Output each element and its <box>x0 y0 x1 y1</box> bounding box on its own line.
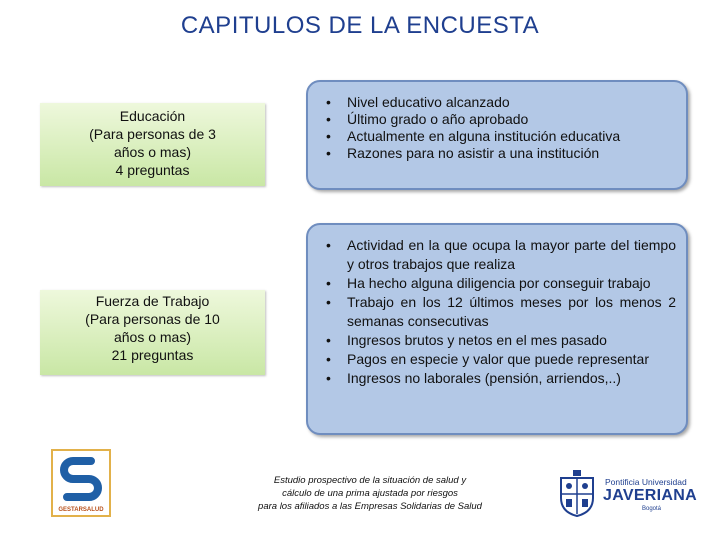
education-audience-cont: años o mas) <box>113 144 192 160</box>
education-topics-list <box>320 94 676 162</box>
page-title: CAPITULOS DE LA ENCUESTA <box>180 12 540 39</box>
education-question-count: 4 preguntas <box>115 162 190 178</box>
javeriana-crest-icon <box>555 468 599 518</box>
list-item: • Ingresos brutos y netos en el mes pasado <box>326 332 607 348</box>
work-audience: (Para personas de 10 <box>85 311 220 327</box>
work-question-count: 21 preguntas <box>111 347 194 363</box>
list-item: • Razones para no asistir a una institución <box>326 145 600 161</box>
work-heading: Fuerza de Trabajo <box>95 293 210 309</box>
education-topics-box <box>306 80 688 190</box>
list-item: • Ingresos no laborales (pensión, arriendos,..) <box>326 370 621 386</box>
university-city: Bogotá <box>642 506 662 512</box>
work-topics-list <box>320 236 676 388</box>
list-item: • Último grado o año aprobado <box>326 111 529 127</box>
gestarsalud-logo-icon <box>51 449 111 517</box>
education-audience: (Para personas de 3 <box>89 126 216 142</box>
gestarsalud-logo-text: GESTARSALUD <box>58 507 104 513</box>
work-audience-cont: años o mas) <box>113 329 192 345</box>
work-section-box <box>40 290 265 375</box>
education-section-box <box>40 103 265 186</box>
list-item: • Pagos en especie y valor que puede representar <box>326 351 649 367</box>
list-item: • Actividad en la que ocupa la mayor parte del tiempo y otros trabajos que realiza <box>326 237 676 272</box>
list-item: • Nivel educativo alcanzado <box>326 94 510 110</box>
gestarsalud-mark-icon <box>53 451 109 507</box>
footer-study-title: Estudio prospectivo de la situación de salud y cálculo de una prima ajustada por riesgos para los afiliados a las Empresas Solidarias de Salud <box>258 475 482 512</box>
javeriana-logo <box>555 468 700 520</box>
list-item: • Ha hecho alguna diligencia por conseguir trabajo <box>326 275 651 291</box>
list-item: • Actualmente en alguna institución educativa <box>326 128 621 144</box>
list-item: • Trabajo en los 12 últimos meses por los menos 2 semanas consecutivas <box>326 294 676 329</box>
education-heading: Educación <box>119 108 186 124</box>
work-topics-box <box>306 223 688 435</box>
university-name-line2: JAVERIANA <box>603 487 697 504</box>
university-name-line1: Pontificia Universidad <box>605 477 687 487</box>
